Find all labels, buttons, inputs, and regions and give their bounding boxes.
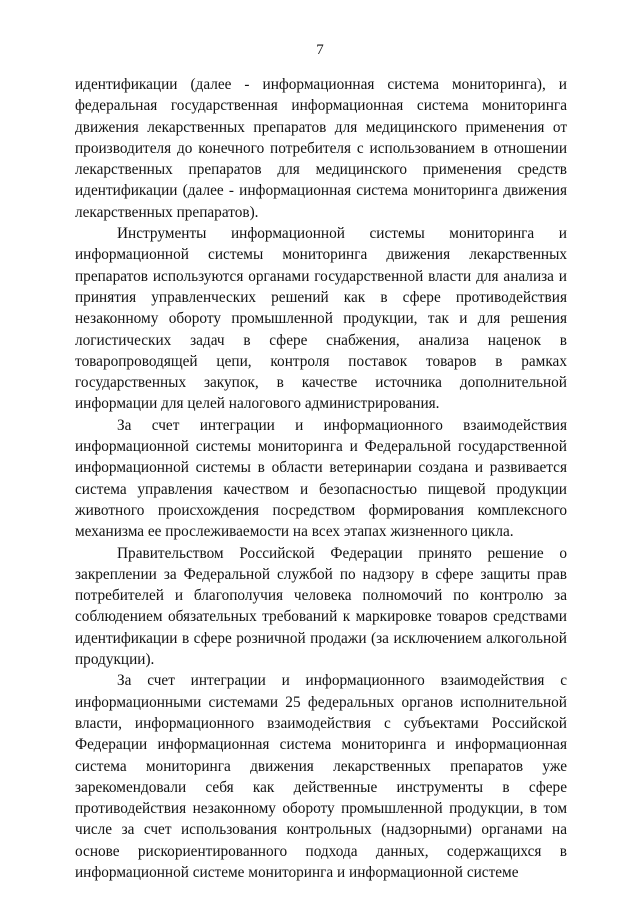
paragraph-3: За счет интеграции и информационного взаимодействия информационной системы мониторинга и Федеральной государственной информационной системы в области ветеринарии создана и развивается система управления качеством и безопасностью пищевой продукции животного происхождения посредством формирования комплексного механизма ее прослеживаемости на всех этапах жизненного цикла. [75,416,567,541]
paragraph-1: идентификации (далее - информационная система мониторинга), и федеральная государственная информационная система мониторинга движения лекарственных препаратов для медицинского применения от производителя до конечного потребителя с использованием в отношении лекарственных препаратов для медицинского применения средств идентификации (далее - информационная система мониторинга движения лекарственных препаратов). [75,76,567,221]
paragraph-4: Правительством Российской Федерации принято решение о закреплении за Федеральной службой по надзору в сфере защиты прав потребителей и благополучия человека полномочий по контролю за соблюдением обязательных требований к маркировке товаров средствами идентификации в сфере розничной продажи (за исключением алкогольной продукции). [75,544,567,669]
document-body [75,74,567,883]
paragraph-5: За счет интеграции и информационного взаимодействия с информационными системами 25 федеральных органов исполнительной власти, информационного взаимодействия с субъектами Российской Федерации информационная система мониторинга и информационная система мониторинга движения лекарственных препаратов уже зарекомендовали себя как действенные инструменты в сфере противодействия незаконному обороту промышленной продукции, в том числе за счет использования контрольных (надзорными) органами на основе рискориентированного подхода данных, содержащихся в информационной системе мониторинга и информационной системе [75,672,567,881]
page-number: 7 [316,42,324,58]
paragraph-2: Инструменты информационной системы мониторинга и информационной системы мониторинга движения лекарственных препаратов используются органами государственной власти для анализа и принятия управленческих решений как в сфере противодействия незаконному обороту промышленной продукции, так и для решения логистических задач в сфере снабжения, анализа наценок в товаропроводящей цепи, контроля поставок товаров в рамках государственных закупок, в качестве источника дополнительной информации для целей налогового администрирования. [75,225,567,413]
